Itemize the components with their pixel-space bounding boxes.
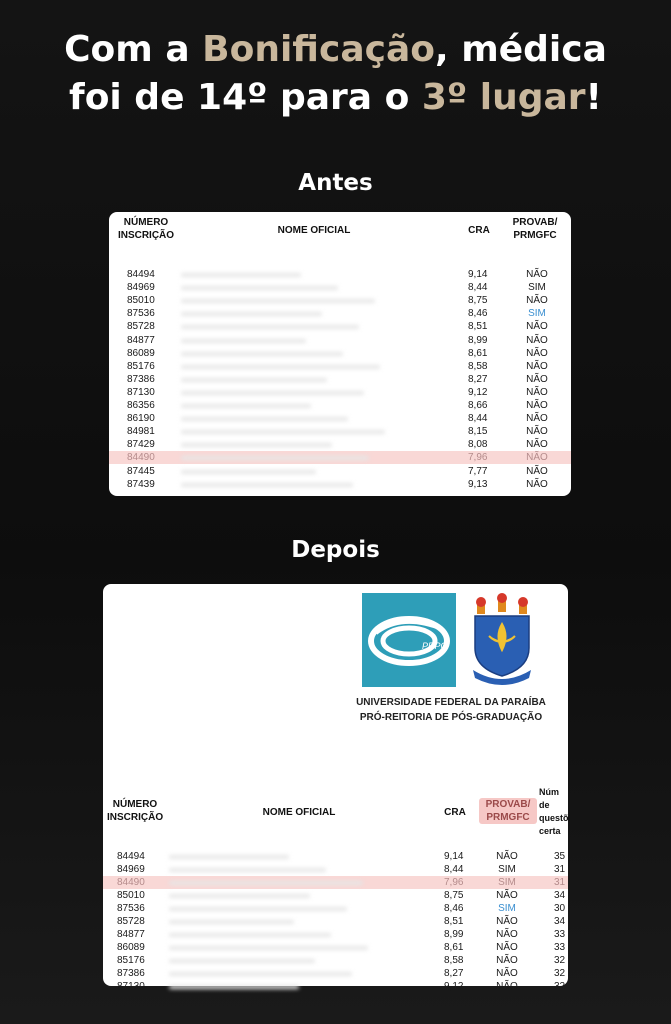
cell-provab: SIM <box>528 308 546 320</box>
cell-questoes: 32 <box>554 968 566 979</box>
table-row <box>109 438 571 451</box>
cell-inscricao: 86089 <box>117 942 145 953</box>
cell-provab: NÃO <box>526 334 548 346</box>
cell-provab: SIM <box>528 282 546 294</box>
blurred-name <box>169 894 310 898</box>
cell-cra: 8,66 <box>468 400 488 411</box>
table-row <box>103 915 568 928</box>
cell-cra: 7,77 <box>468 465 488 477</box>
blurred-name <box>181 325 359 329</box>
header-questoes: Núm de questõ certa <box>539 787 569 836</box>
ranking-table-before <box>109 212 571 496</box>
blurred-name <box>181 365 380 369</box>
cell-cra: 8,27 <box>468 373 488 385</box>
cell-provab: NÃO <box>526 269 548 280</box>
cell-cra: 7,96 <box>444 877 464 888</box>
table-row <box>103 889 568 902</box>
cell-provab: NÃO <box>526 478 548 490</box>
cell-inscricao: 84969 <box>117 864 145 875</box>
prpg-logo-text: PRPG <box>422 641 448 651</box>
table-row <box>109 360 571 373</box>
cell-inscricao: 85176 <box>127 360 155 372</box>
blurred-name <box>169 907 347 911</box>
header-nome-oficial: NOME OFICIAL <box>277 225 351 236</box>
cell-cra: 9,12 <box>468 386 488 398</box>
cell-cra: 8,46 <box>468 308 488 320</box>
table-row-highlighted <box>103 876 568 889</box>
cell-inscricao: 84877 <box>117 929 145 940</box>
cell-inscricao: 84490 <box>117 877 145 888</box>
table-row <box>103 928 568 941</box>
table-row <box>109 478 571 491</box>
table-row <box>109 268 571 281</box>
blurred-name <box>181 470 316 474</box>
cell-inscricao: 84494 <box>117 851 145 862</box>
table-row <box>109 425 571 438</box>
blurred-name <box>181 352 343 356</box>
cell-provab: NÃO <box>496 929 518 940</box>
blurred-name <box>181 339 306 343</box>
cell-provab: NÃO <box>496 942 518 953</box>
cell-provab: NÃO <box>526 465 548 477</box>
cell-cra: 8,99 <box>468 334 488 346</box>
cell-inscricao: 87386 <box>117 968 145 979</box>
cell-cra: 8,61 <box>468 347 488 359</box>
cell-cra: 8,44 <box>468 282 488 294</box>
cell-provab: NÃO <box>496 890 518 901</box>
cell-provab: NÃO <box>526 400 548 411</box>
blurred-name <box>181 456 369 460</box>
cell-inscricao: 85010 <box>117 890 145 901</box>
cell-cra: 8,44 <box>468 413 488 425</box>
cell-inscricao: 87130 <box>127 386 155 398</box>
cell-cra: 8,99 <box>444 929 464 940</box>
blurred-name <box>181 391 364 395</box>
header-provab: PROVAB/ PRMGFC <box>512 217 558 241</box>
cell-provab: NÃO <box>496 968 518 979</box>
cell-provab: NÃO <box>526 452 548 464</box>
header-inscricao: NÚMERO INSCRIÇÃO <box>117 217 175 241</box>
cell-inscricao: 84877 <box>127 334 155 346</box>
blurred-name <box>169 972 352 976</box>
table-row <box>109 347 571 360</box>
table-row <box>103 850 568 863</box>
pro-reitoria-name: PRÓ-REITORIA DE PÓS-GRADUAÇÃO <box>359 712 543 723</box>
header-provab-highlighted: PROVAB/ PRMGFC <box>479 798 537 824</box>
table-row <box>103 863 568 876</box>
cell-inscricao: 86356 <box>127 400 155 411</box>
section-title-depois: Depois <box>291 537 380 563</box>
blurred-name <box>181 483 353 487</box>
blurred-name <box>181 312 322 316</box>
table-row <box>103 941 568 954</box>
cell-provab: NÃO <box>496 981 518 992</box>
cell-provab: NÃO <box>526 347 548 359</box>
cell-provab: NÃO <box>496 916 518 927</box>
blurred-name <box>169 855 289 859</box>
blurred-name <box>181 430 385 434</box>
cell-cra: 8,58 <box>444 955 464 966</box>
header-nome-oficial: NOME OFICIAL <box>262 807 336 818</box>
cell-provab: NÃO <box>496 851 518 862</box>
cell-cra: 9,14 <box>468 269 488 280</box>
cell-cra: 8,51 <box>468 321 488 333</box>
cell-cra: 8,61 <box>444 942 464 953</box>
cell-cra: 8,51 <box>444 916 464 927</box>
cell-inscricao: 84981 <box>127 426 155 438</box>
table-row <box>109 320 571 333</box>
cell-questoes: 33 <box>554 929 566 940</box>
cell-cra: 9,12 <box>444 981 464 992</box>
cell-questoes: 31 <box>554 877 566 888</box>
table-row <box>109 412 571 425</box>
blurred-name <box>181 378 327 382</box>
cell-provab: NÃO <box>526 386 548 398</box>
cell-cra: 8,44 <box>444 864 464 875</box>
cell-inscricao: 86089 <box>127 347 155 359</box>
ufpb-crest <box>469 592 535 688</box>
cell-inscricao: 84969 <box>127 282 155 294</box>
table-row <box>103 902 568 915</box>
cell-questoes: 30 <box>554 903 566 914</box>
cell-provab: NÃO <box>526 373 548 385</box>
blurred-name <box>181 299 375 303</box>
cell-provab: NÃO <box>526 426 548 438</box>
table-row <box>103 980 568 993</box>
cell-inscricao: 84494 <box>127 269 155 280</box>
table-row <box>109 307 571 320</box>
cell-inscricao: 87386 <box>127 373 155 385</box>
cell-inscricao: 84490 <box>127 452 155 464</box>
table-row <box>103 967 568 980</box>
header-cra: CRA <box>468 225 490 236</box>
cell-provab: NÃO <box>496 955 518 966</box>
cell-questoes: 32 <box>554 955 566 966</box>
header-inscricao: NÚMERO INSCRIÇÃO <box>107 799 164 823</box>
table-row <box>109 334 571 347</box>
cell-questoes: 34 <box>554 890 566 901</box>
blurred-name <box>169 933 331 937</box>
cell-questoes: 35 <box>554 851 566 862</box>
cell-questoes: 32 <box>554 981 566 992</box>
prpg-logo-swoosh-icon <box>362 593 456 687</box>
cell-provab: SIM <box>498 864 516 875</box>
cell-questoes: 34 <box>554 916 566 927</box>
blurred-name <box>169 881 363 885</box>
table-row <box>109 373 571 386</box>
blurred-name <box>181 286 338 290</box>
blurred-name <box>181 417 348 421</box>
cell-cra: 8,58 <box>468 360 488 372</box>
blurred-name <box>169 920 294 924</box>
cell-inscricao: 85010 <box>127 295 155 307</box>
prpg-logo <box>362 593 456 687</box>
header-cra: CRA <box>444 807 466 818</box>
cell-cra: 8,75 <box>468 295 488 307</box>
cell-provab: NÃO <box>526 295 548 307</box>
cell-inscricao: 87536 <box>127 308 155 320</box>
blurred-name <box>169 959 315 963</box>
cell-provab: NÃO <box>526 321 548 333</box>
cell-provab: SIM <box>498 877 516 888</box>
cell-cra: 8,46 <box>444 903 464 914</box>
headline-line-1: Com a Bonificação, médica <box>64 29 607 70</box>
table-row <box>109 294 571 307</box>
cell-provab: SIM <box>498 903 516 914</box>
table-row <box>109 399 571 412</box>
cell-inscricao: 86190 <box>127 413 155 425</box>
blurred-name <box>169 985 299 989</box>
table-row <box>103 954 568 967</box>
cell-cra: 9,14 <box>444 851 464 862</box>
cell-cra: 8,15 <box>468 426 488 438</box>
cell-provab: NÃO <box>526 413 548 425</box>
cell-provab: NÃO <box>526 360 548 372</box>
cell-cra: 8,27 <box>444 968 464 979</box>
cell-inscricao: 87130 <box>117 981 145 992</box>
cell-inscricao: 85728 <box>127 321 155 333</box>
cell-inscricao: 87536 <box>117 903 145 914</box>
cell-cra: 8,75 <box>444 890 464 901</box>
cell-cra: 8,08 <box>468 439 488 451</box>
headline-highlight-3-lugar: 3º lugar <box>421 77 586 118</box>
ranking-table-after <box>103 584 569 992</box>
section-title-antes: Antes <box>298 170 373 196</box>
cell-inscricao: 85176 <box>117 955 145 966</box>
cell-inscricao: 87429 <box>127 439 155 451</box>
cell-questoes: 31 <box>554 864 566 875</box>
table-row <box>109 281 571 294</box>
cell-inscricao: 87439 <box>127 478 155 490</box>
blurred-name <box>181 404 311 408</box>
headline-line-2: foi de 14º para o 3º lugar! <box>69 77 602 118</box>
cell-inscricao: 87445 <box>127 465 155 477</box>
ufpb-crest-icon <box>469 592 535 688</box>
cell-cra: 7,96 <box>468 452 488 464</box>
blurred-name <box>181 443 332 447</box>
blurred-name <box>169 868 326 872</box>
cell-inscricao: 85728 <box>117 916 145 927</box>
blurred-name <box>181 273 301 277</box>
headline <box>0 26 671 122</box>
headline-highlight-bonificacao: Bonificação <box>202 29 435 70</box>
table-row <box>109 465 571 478</box>
cell-questoes: 33 <box>554 942 566 953</box>
cell-provab: NÃO <box>526 439 548 451</box>
table-row <box>109 386 571 399</box>
blurred-name <box>169 946 368 950</box>
table-row-highlighted <box>109 451 571 464</box>
cell-cra: 9,13 <box>468 478 488 490</box>
university-name: UNIVERSIDADE FEDERAL DA PARAÍBA <box>356 697 546 708</box>
